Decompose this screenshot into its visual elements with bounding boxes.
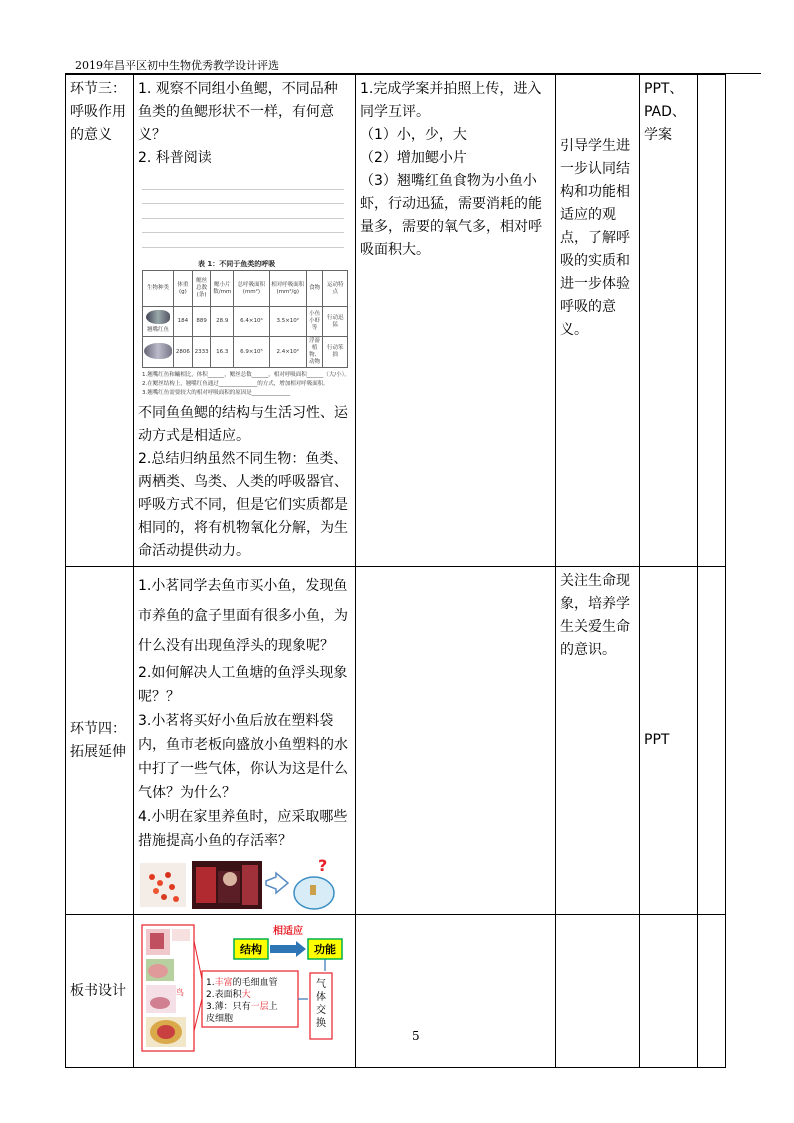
page-number: 5 [412,1029,420,1043]
reading-question: 3.翘嘴红鱼需要较大的相对呼吸面积的原因是______________ [142,390,291,396]
structure-label: 结构 [240,943,262,956]
empty-cell [698,75,726,567]
activity-cell [134,75,356,567]
lesson-table [65,74,726,1068]
empty-cell [698,567,726,915]
intent-cell [556,567,640,915]
section-label: 环节三：呼吸作用的意义 [70,81,126,143]
activity-line: 1.小茗同学去鱼市买小鱼，发现鱼市养鱼的盒子里面有很多小鱼，为什么没有出现鱼浮头的现象呢？ [138,578,348,654]
fish-photo-cell [143,337,174,368]
point-1: 1.丰富的毛细血管 [206,978,278,988]
fish-table-header: 相对呼吸面积(mm²/g) [269,271,306,307]
fish-table-title: 表 1：不同于鱼类的呼吸 [198,260,276,268]
fish-photo [146,310,170,324]
section-cell [66,567,134,915]
activity-line: 1. 观察不同组小鱼鳃，不同品种鱼类的鱼鳃形状不一样，有何意义？ [138,81,338,143]
student-cell [356,915,556,1068]
intent-cell [556,915,640,1068]
activity-cell [134,567,356,915]
fish-table: 生物种类 体重(g) 鳃丝总数(条) 鳃小片数/mm 总呼吸面积(mm²) 相对呼吸面积(mm²/g) 食物 运动特点 翘嘴红鱼 184 889 28.9 6.4×10⁴ 3.5×10² 小鱼小虾等 行动迅猛 2806 2333 16.3 6.9×10⁵ 2.4×10² 浮游植物、动物 行动笨拙 [142,270,348,368]
student-line: （2）增加鳃小片 [360,150,467,166]
student-line: （1）小，少，大 [360,127,467,143]
intent-cell [556,75,640,567]
page-header: 2019年昌平区初中生物优秀教学设计评选 [75,59,279,72]
fish-table-header: 体重(g) [174,271,193,307]
student-line: （3）翘嘴红鱼食物为小鱼小虾，行动迅猛，需要消耗的能量多，需要的氧气多，相对呼吸面积大。 [360,173,542,258]
fish-table-header: 鳃丝总数(条) [192,271,211,307]
fish-bowl-photo [140,863,186,907]
empty-cell [698,915,726,1068]
fish-photo [144,343,172,359]
arrow-icon [270,941,306,957]
point-3: 3.薄：只有一层上 [206,1002,278,1012]
fish-table-header: 生物种类 [143,271,174,307]
function-label: 功能 [314,943,336,956]
fish-images [138,857,351,911]
activity-line: 2.如何解决人工鱼塘的鱼浮头现象呢？？ [138,665,348,705]
arrow-icon [266,873,288,893]
fish-table-header: 总呼吸面积(mm²) [234,271,269,307]
activity-line: 3.小茗将买好小鱼后放在塑料袋内，鱼市老板向盛放小鱼塑料的水中打了一些气体，你认为这是什么气体？为什么？ [138,713,348,801]
question-mark-icon: ? [318,857,328,875]
media-cell [640,75,698,567]
media-cell [640,915,698,1068]
gas-exchange-label: 气体交换 [316,979,326,1029]
section-cell [66,915,134,1068]
student-cell [356,567,556,915]
section-label: 板书设计 [70,982,126,999]
intent-text: 引导学生进一步认同结构和功能相适应的观点，了解呼吸的实质和进一步体验呼吸的意义。 [560,138,630,338]
activity-line: 2. 科普阅读 [138,150,212,166]
reading-passage [142,174,344,260]
media-cell [640,567,698,915]
media-text: PPT、PAD、学案 [644,81,686,143]
student-line: 1.完成学案并拍照上传，进入同学互评。 [360,81,542,120]
table-row [66,915,726,1068]
fish-photo-cell: 翘嘴红鱼 [143,307,174,337]
table-row [66,567,726,915]
science-reading-figure [138,172,348,400]
activity-line: 4.小明在家里养鱼时，应采取哪些措施提高小鱼的存活率？ [138,809,348,849]
reading-question: 2.在鳃丝结构上，翘嘴红鱼通过______________的方式，增加相对呼吸面积。 [142,381,329,387]
activity-line: 2.总结归纳虽然不同生物：鱼类、两栖类、鸟类、人类的呼吸器官、呼吸方式不同，但是它们实质都是相同的，将有机物氧化分解，为生命活动提供动力。 [138,451,348,559]
reading-question: 1.翘嘴红鱼和鳙相比，体积______，鳃丝总数______，相对呼吸面积______（大/小）。 [142,372,350,378]
activity-line: 不同鱼鱼鳃的结构与生活习性、运动方式是相适应。 [138,405,348,444]
fish-table-header: 食物 [306,271,323,307]
point-2: 2.表面积大 [206,990,251,1000]
media-text: PPT [644,732,670,748]
student-cell [356,75,556,567]
bird-label: 鸟 [176,988,184,997]
table-row [66,75,726,567]
board-design-diagram [136,919,352,1055]
section-cell [66,75,134,567]
intent-text: 关注生命现象，培养学生关爱生命的意识。 [560,573,630,658]
fish-table-header: 运动特点 [323,271,348,307]
section-label: 环节四：拓展延伸 [70,720,126,760]
fish-table-header: 鳃小片数/mm [211,271,234,307]
adapt-label: 相适应 [273,926,303,937]
fish-images-svg [138,857,348,911]
point-3-cont: 皮细胞 [206,1014,234,1024]
board-cell [134,915,356,1068]
